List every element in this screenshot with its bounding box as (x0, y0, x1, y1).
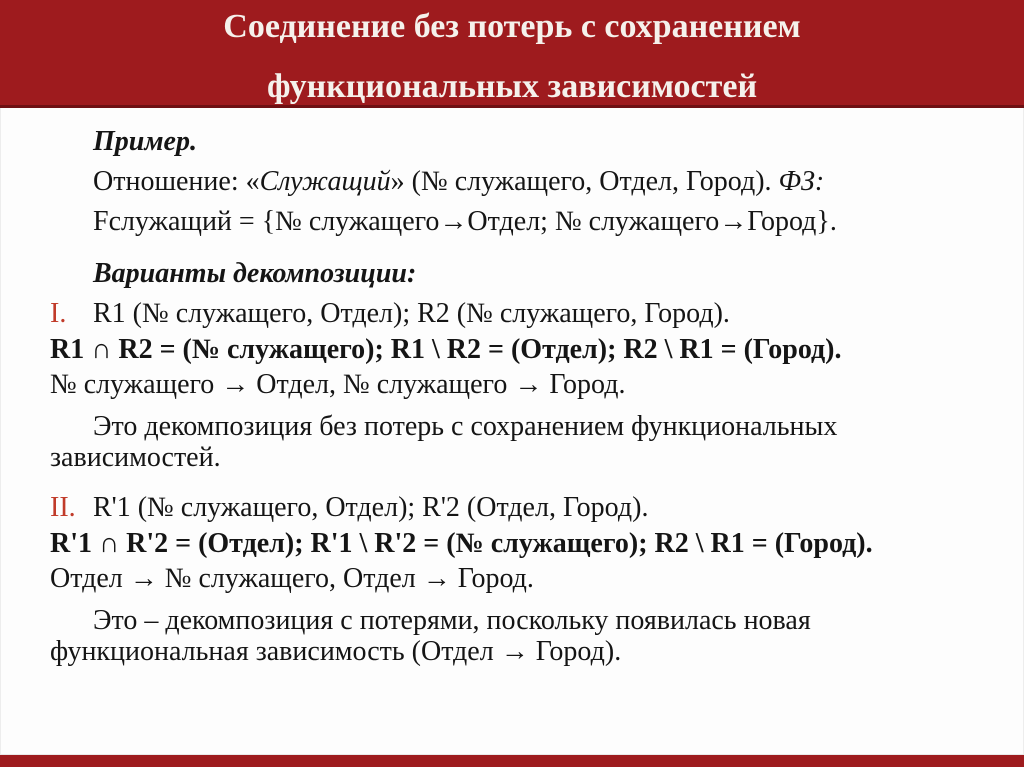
slide-title-banner (0, 0, 1024, 108)
example-heading: Пример. (93, 126, 197, 157)
variant2-decomposition: R'1 (№ служащего, Отдел); R'2 (Отдел, Город). (93, 492, 649, 523)
slide-body (0, 126, 1024, 667)
slide-title-line-1: Соединение без потерь с сохранением (223, 8, 801, 45)
variant2-dependencies: Отдел → № служащего, Отдел → Город. (50, 563, 534, 594)
relation-definition-line (50, 166, 994, 197)
relation-name: Служащий (259, 166, 391, 197)
variant2-numeral: II. (50, 492, 76, 523)
variant1-decomposition: R1 (№ служащего, Отдел); R2 (№ служащего, Город). (93, 298, 730, 329)
variant1-set-operations: R1 ∩ R2 = (№ служащего); R1 \ R2 = (Отдел); R2 \ R1 = (Город). (50, 334, 842, 365)
variant1-dependencies: № служащего → Отдел, № служащего → Город. (50, 369, 626, 400)
slide-bottom-border-bar (0, 754, 1024, 767)
variant1-conclusion: Это декомпозиция без потерь с сохранением функциональных зависимостей. (50, 411, 838, 473)
fd-set-line: Fслужащий = {№ служащего→Отдел; № служащего→Город}. (93, 206, 837, 237)
variant2-decomposition-line (50, 492, 994, 523)
relation-prefix: Отношение: « (93, 166, 260, 197)
variant1-numeral: I. (50, 298, 67, 329)
variant2-conclusion: Это – декомпозиция с потерями, поскольку появилась новая функциональная зависимость (Отдел → Город). (50, 605, 811, 667)
variant2-set-operations: R'1 ∩ R'2 = (Отдел); R'1 \ R'2 = (№ служащего); R2 \ R1 = (Город). (50, 528, 873, 559)
variants-heading: Варианты декомпозиции: (93, 258, 417, 289)
relation-attributes: » (№ служащего, Отдел, Город). (390, 166, 779, 197)
slide-title-line-2: функциональных зависимостей (266, 68, 758, 105)
fd-label: ФЗ: (778, 166, 825, 197)
variant1-decomposition-line (50, 298, 994, 329)
